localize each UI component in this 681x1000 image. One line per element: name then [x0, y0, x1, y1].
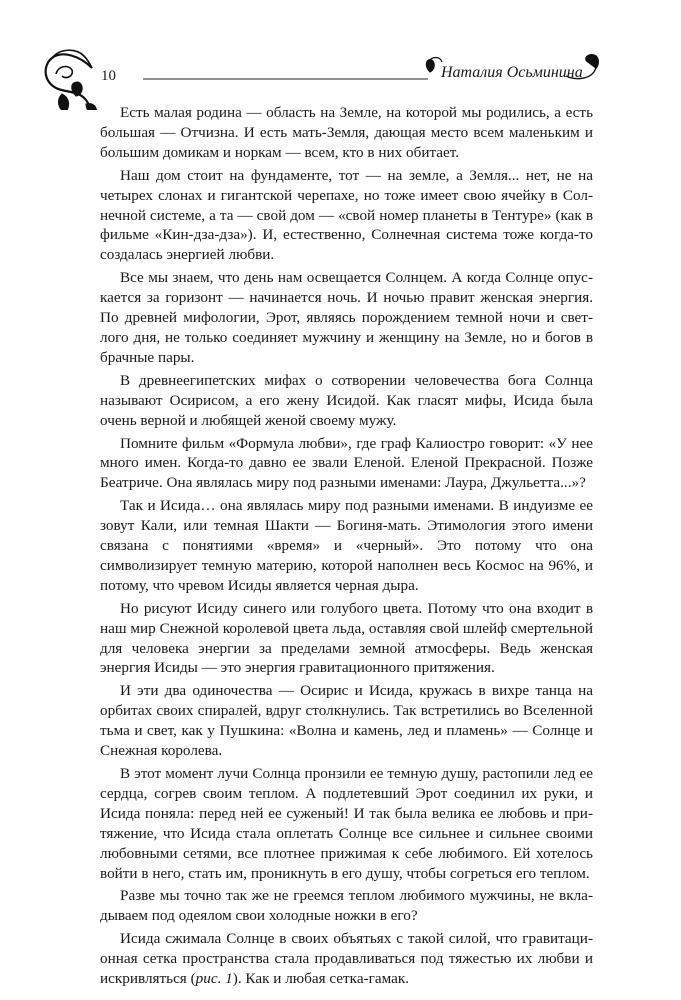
paragraph: Но рисуют Исиду синего или голубого цвета. Потому что она входит в наш мир Снежной королевой цвета льда, оставляя свой шлейф смертельной для человека энергии за пределами земной атмосферы. Ведь женская энергия Исиды — это энергия гравитационного притяжения. — [100, 599, 593, 677]
paragraph: Так и Исида… она являлась миру под разными именами. В индуизме ее зовут Кали, или темная Шакти — Богиня-мать. Этимология этого имени связана с понятиями «время» и «черный». Это потому что она символизирует темную материю, которой наполнен весь Космос на 96%, и потому, что чревом Исиды является черная дыра. — [100, 497, 593, 594]
last-paragraph-text: Исида сжимала Солнце в своих объятьях с такой силой, что гравитационная сетка пространства стала продавливаться под тяжестью их любви и искривляться ( — [100, 930, 593, 988]
leaf-ornament — [426, 58, 442, 73]
last-paragraph-end: ). Как и любая сетка-гамак. — [232, 970, 410, 988]
paragraph: В древнеегипетских мифах о сотворении человечества бога Солнца называют Осирисом, а его жену Исидой. Как гласят мифы, Исида была очень верной и любящей женой своему мужу. — [100, 371, 593, 429]
page-number: 10 — [101, 68, 116, 84]
page-header — [0, 0, 681, 100]
paragraph: Разве мы точно так же не греемся теплом любимого мужчины, не вкладываем под одеялом свои холодные ножки в его? — [100, 887, 593, 925]
paragraph: Есть малая родина — область на Земле, на которой мы родились, а есть большая — Отчизна. И есть мать-Земля, дающая место всем маленьким и большим домикам и норкам — всем, кто в них обитает. — [100, 104, 593, 161]
paragraph: И эти два одиночества — Осирис и Исида, кружась в вихре танца на орбитах своих спиралей, вдруг столкнулись. Так встретились во Вселенной тьма и свет, как у Пушкина: «Волна и камень, лед и пламень» — Солнце и Снежная королева. — [100, 682, 593, 760]
header-ornament — [0, 0, 681, 110]
paragraph: В этот момент лучи Солнца пронзили ее темную душу, растопили лед ее сердца, согрев своим теплом. А подлетевший Эрот соединил их руки, и Исида поняла: перед ней ее суженый! И так была велика ее любовь и притяжение, что Исида стала оплетать Солнце все сильнее и сильнее своими любовными сетями, все плотнее прижимая к себе любимого. Ей хотелось войти в него, стать им, проникнуть в его душу, чтобы согреться его теплом. — [100, 765, 593, 882]
last-paragraph — [100, 929, 593, 989]
paragraph: Все мы знаем, что день нам освещается Солнцем. А когда Солнце опускается за горизонт — начинается ночь. И ночью правит женская энергия. По древней мифологии, Эрот, являясь порождением темной ночи и светлого дня, не только соединяет мужчину и женщину на Земле, но и богов в брачные пары. — [100, 269, 593, 366]
paragraph: Помните фильм «Формула любви», где граф Калиостро говорит: «У нее много имен. Когда-то давно ее звали Еленой. Еленой Прекрасной. Позже Беатриче. Она являлась миру под разными именами: Лаура, Джульетта...»? — [100, 434, 593, 492]
running-head: Наталия Осьминина — [441, 64, 583, 81]
figure-reference: рис. 1 — [195, 970, 233, 988]
body-text — [100, 103, 593, 992]
paragraph: Наш дом стоит на фундаменте, тот — на земле, а Земля... нет, не на четырех слонах и гигантской черепахе, но тоже имеет свою ячейку в Солнечной системе, а та — свой дом — «свой номер планеты в Тентуре» (как в фильме «Кин-дза-дза»). И, естественно, Солнечная система тоже когда-то создалась энергией любви. — [100, 166, 593, 264]
left-swirl-ornament — [46, 50, 97, 110]
